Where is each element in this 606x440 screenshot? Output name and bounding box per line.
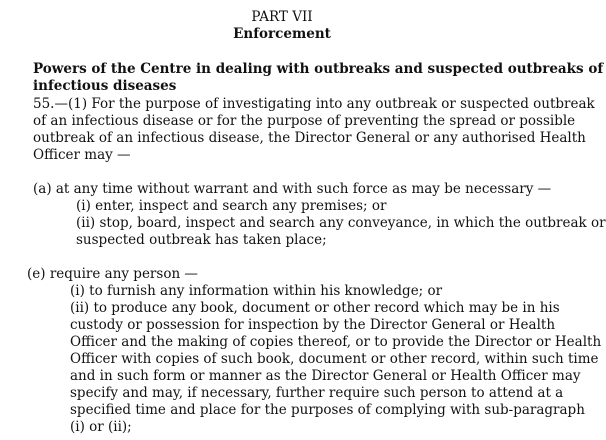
section-heading-line: infectious diseases <box>33 78 177 94</box>
section-intro-line: of an infectious disease or for the purpose of preventing the spread or possible <box>33 113 576 129</box>
paragraph-e-sub-ii-line: (ii) to produce any book, document or other record which may be in his <box>70 300 560 316</box>
paragraph-e-sub-ii-line: Officer with copies of such book, document or other record, within such time <box>70 351 599 367</box>
paragraph-e-sub-ii-line: Officer and the making of copies thereof, or to provide the Director or Health <box>70 334 602 350</box>
paragraph-a-sub-i: (i) enter, inspect and search any premises; or <box>76 198 387 214</box>
section-intro-line: Officer may — <box>33 147 131 163</box>
section-heading-line: Powers of the Centre in dealing with outbreaks and suspected outbreaks of <box>33 61 604 77</box>
paragraph-e-sub-ii-line: specify and may, if necessary, further require such person to attend at a <box>70 385 564 401</box>
part-title: Enforcement <box>233 26 331 42</box>
section-heading <box>33 61 604 95</box>
paragraph-e-sub-ii-line: custody or possession for inspection by the Director General or Health <box>70 317 556 333</box>
paragraph-e-sub-i: (i) to furnish any information within his knowledge; or <box>70 283 443 299</box>
paragraph-a-lead: (a) at any time without warrant and with such force as may be necessary — <box>33 181 552 197</box>
paragraph-e-sub-ii-line: (i) or (ii); <box>70 419 132 435</box>
section-intro-line: outbreak of an infectious disease, the Director General or any authorised Health <box>33 130 586 146</box>
paragraph-e-lead: (e) require any person — <box>27 266 198 282</box>
paragraph-a-sub-ii-line: suspected outbreak has taken place; <box>76 232 327 248</box>
paragraph-e-sub-ii-line: and in such form or manner as the Director General or Health Officer may <box>70 368 581 384</box>
part-label: PART VII <box>251 9 313 25</box>
paragraph-a-sub-ii-line: (ii) stop, board, inspect and search any conveyance, in which the outbreak or <box>76 215 606 231</box>
paragraph-e-sub-ii-line: specified time and place for the purposes of complying with sub-paragraph <box>70 402 585 418</box>
section-intro-line: 55.—(1) For the purpose of investigating into any outbreak or suspected outbreak <box>33 96 595 112</box>
